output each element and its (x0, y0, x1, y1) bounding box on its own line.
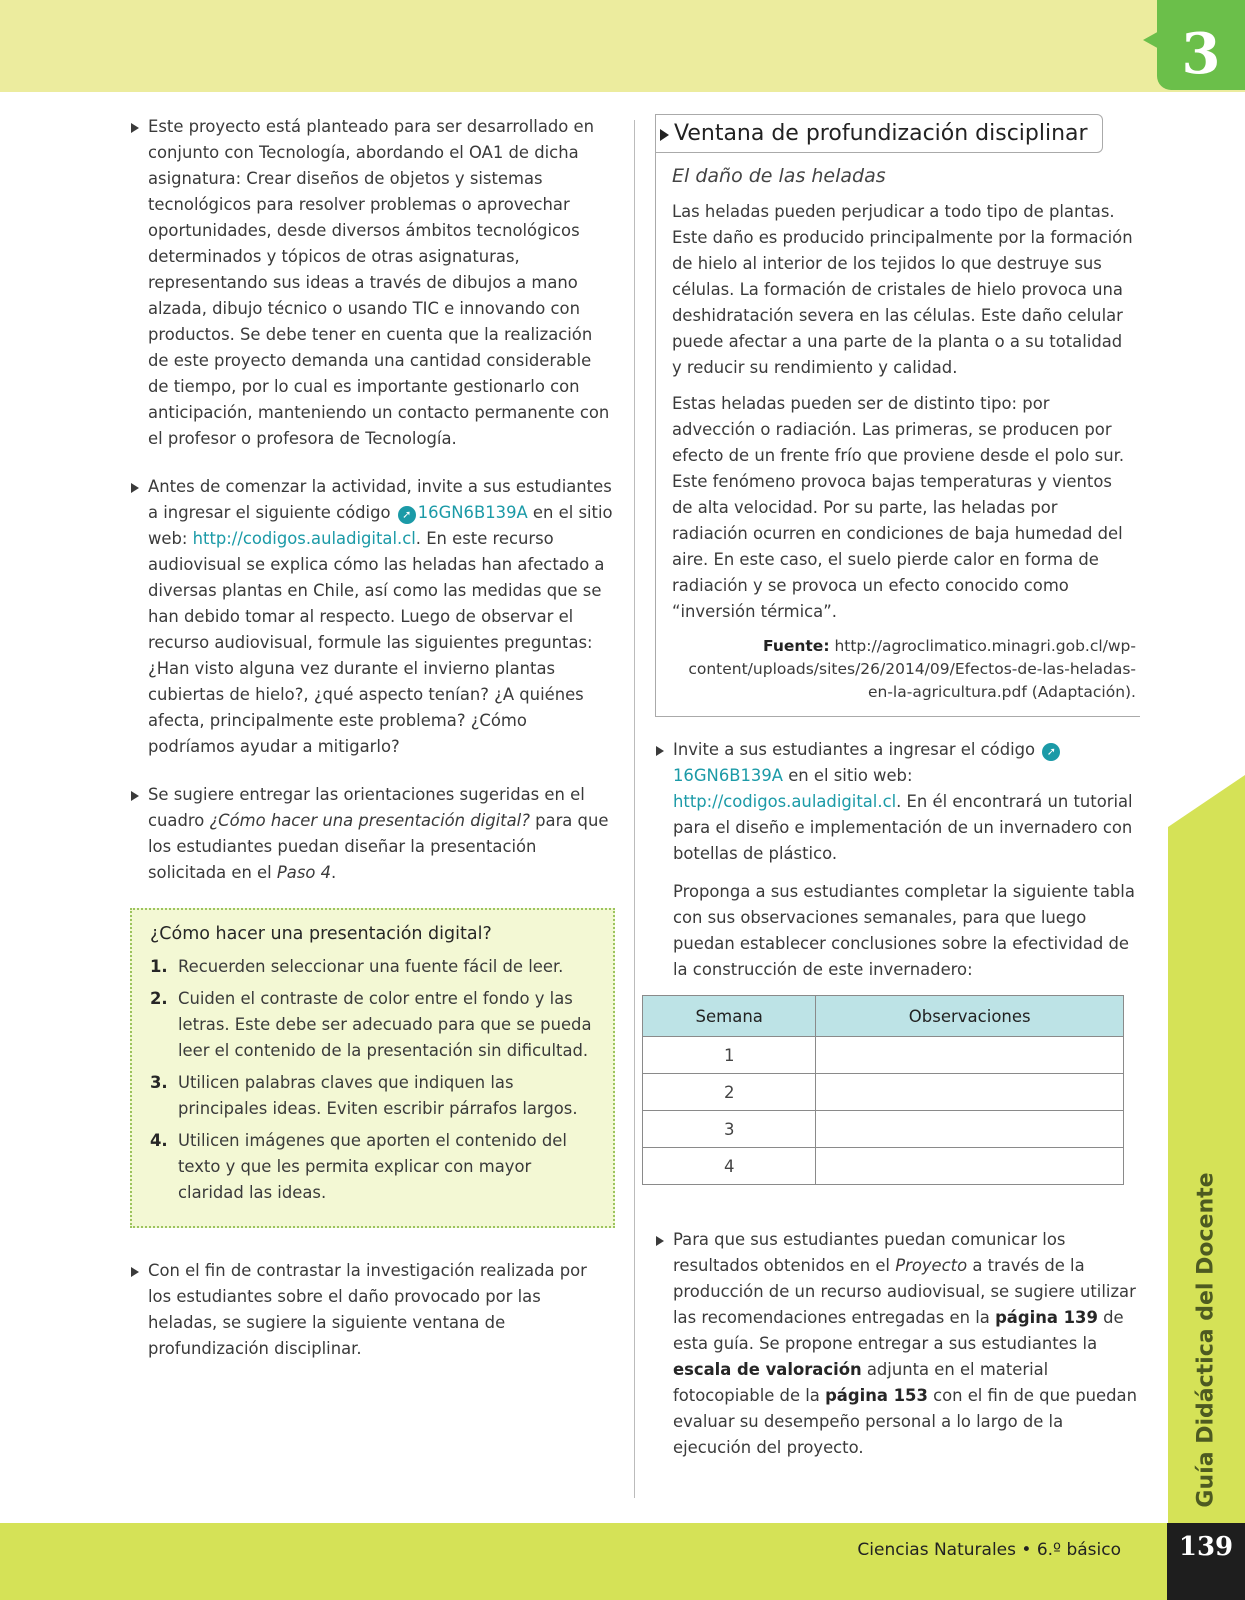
bullet-arrow-icon (131, 791, 139, 801)
item-text: Utilicen palabras claves que indiquen las principales ideas. Eviten escribir párrafos largos. (178, 1073, 578, 1118)
paragraph-text: a través de la producción de un recurso audiovisual, se sugiere utilizar las recomendaciones entregadas en la (673, 1256, 1136, 1327)
source-url: http://agroclimatico.minagri.gob.cl/wp-content/uploads/sites/26/2014/09/Efectos-de-las-heladas-en-la-agricultura.pdf (Adaptación). (688, 637, 1136, 701)
paragraph-text: Proponga a sus estudiantes completar la siguiente tabla con sus observaciones semanales, para que luego puedan establecer conclusiones sobre la efectividad de la construcción de este invernadero: (673, 882, 1135, 979)
bold-text: página 139 (995, 1308, 1098, 1327)
item-text: Cuiden el contraste de color entre el fondo y las letras. Este debe ser adecuado para que se pueda leer el contenido de la presentación sin dificultad. (178, 989, 592, 1060)
paragraph-text: Con el fin de contrastar la investigación realizada por los estudiantes sobre el daño provocado por las heladas, se sugiere la siguiente ventana de profundización disciplinar. (148, 1261, 587, 1358)
table-cell: 2 (643, 1074, 816, 1111)
footer-subject: Ciencias Naturales • 6.º básico (857, 1540, 1121, 1560)
emphasis-text: Paso 4 (276, 863, 332, 882)
list-item (150, 986, 597, 1064)
box-title: ¿Cómo hacer una presentación digital? (150, 924, 492, 944)
deepening-paragraph: Las heladas pueden perjudicar a todo tipo de plantas. Este daño es producido principalmente por la formación de hielo al interior de los tejidos lo que destruye sus células. La formación de cristales de hielo provoca una deshidratación severa en las células. Este daño celular puede afectar a una parte de la planta o a su totalidad y reducir su rendimiento y calidad. (672, 202, 1133, 377)
weekly-observations-table (642, 995, 1124, 1185)
bullet-paragraph (130, 114, 615, 452)
deepening-window-box (655, 114, 1140, 717)
website-link[interactable]: http://codigos.auladigital.cl (673, 792, 897, 811)
paragraph-text: con el fin de que puedan evaluar su desempeño personal a lo largo de la ejecución del proyecto. (673, 1386, 1137, 1457)
rocket-icon: ➚ (1042, 743, 1060, 761)
resource-code[interactable]: 16GN6B139A (417, 503, 528, 522)
tips-list (150, 954, 597, 1206)
bullet-paragraph (655, 737, 1140, 867)
item-number: 3. (150, 1073, 168, 1092)
table-row (643, 1111, 1124, 1148)
bullet-arrow-icon (131, 483, 139, 493)
bullet-paragraph (130, 474, 615, 760)
paragraph-text: de esta guía. Se propone entregar a sus estudiantes la (673, 1308, 1124, 1353)
paragraph-text: adjunta en el material fotocopiable de la (673, 1360, 1049, 1405)
rocket-icon: ➚ (398, 506, 416, 524)
bullet-arrow-icon (131, 123, 139, 133)
table-row (643, 1148, 1124, 1185)
deepening-subtitle: El daño de las heladas (672, 165, 886, 187)
paragraph-text: . (331, 863, 337, 882)
paragraph-text: Para que sus estudiantes puedan comunicar los resultados obtenidos en el (673, 1230, 1066, 1275)
paragraph-text: en el sitio web: (783, 766, 913, 785)
left-column (130, 114, 615, 1384)
emphasis-text: Proyecto (895, 1256, 968, 1275)
table-cell: 4 (643, 1148, 816, 1185)
bullet-paragraph (130, 1258, 615, 1362)
bullet-arrow-icon (131, 1267, 139, 1277)
list-item (150, 1128, 597, 1206)
header-arrow-icon (660, 129, 669, 141)
item-number: 4. (150, 1131, 168, 1150)
item-number: 1. (150, 957, 168, 976)
source-citation (672, 635, 1140, 704)
title-text: Ventana de profundización disciplinar (674, 121, 1088, 146)
chapter-number: 3 (1157, 0, 1245, 90)
item-text: Recuerden seleccionar una fuente fácil de leer. (178, 957, 564, 976)
bold-text: página 153 (825, 1386, 928, 1405)
table-row (643, 1074, 1124, 1111)
column-divider (634, 120, 635, 1498)
paragraph-text: . En este recurso audiovisual se explica cómo las heladas han afectado a diversas plantas en Chile, así como las medidas que se han debido tomar al respecto. Luego de observar el recurso audiovisual, formule las siguientes preguntas: ¿Han visto alguna vez durante el invierno plantas cubiertas de hielo?, ¿qué aspecto tenían? ¿A quiénes afecta, principalmente este problema? ¿Cómo podríamos ayudar a mitigarlo? (148, 529, 605, 756)
source-label: Fuente: (763, 637, 830, 655)
table-header-row (643, 996, 1124, 1037)
table-cell (816, 1037, 1124, 1074)
right-column (655, 114, 1140, 1483)
list-item (150, 1070, 597, 1122)
bullet-paragraph (655, 1227, 1140, 1461)
table-header-cell: Observaciones (816, 996, 1124, 1037)
table-cell (816, 1111, 1124, 1148)
table-cell: 3 (643, 1111, 816, 1148)
emphasis-text: ¿Cómo hacer una presentación digital? (209, 811, 530, 830)
paragraph-text: en el sitio web: (148, 503, 613, 548)
page-number: 139 (1167, 1523, 1245, 1600)
bold-text: escala de valoración (673, 1360, 862, 1379)
table-cell (816, 1148, 1124, 1185)
item-number: 2. (150, 989, 168, 1008)
list-item (150, 954, 597, 980)
paragraph-text: para que los estudiantes puedan diseñar la presentación solicitada en el (148, 811, 609, 882)
table-header-cell: Semana (643, 996, 816, 1037)
top-band (0, 0, 1245, 92)
bullet-paragraph (130, 782, 615, 886)
bullet-arrow-icon (656, 746, 664, 756)
paragraph-text: Antes de comenzar la actividad, invite a sus estudiantes a ingresar el siguiente código (148, 477, 612, 522)
paragraph-text: Invite a sus estudiantes a ingresar el código (673, 740, 1041, 759)
table-row (643, 1037, 1124, 1074)
side-strip-wedge (1168, 775, 1245, 827)
paragraph-text: . En él encontrará un tutorial para el diseño e implementación de un invernadero con botellas de plástico. (673, 792, 1133, 863)
paragraph-text: Este proyecto está planteado para ser desarrollado en conjunto con Tecnología, abordando el OA1 de dicha asignatura: Crear diseños de objetos y sistemas tecnológicos para resolver problemas o aprovechar oportunidades, desde diversos ámbitos tecnológicos determinados y tópicos de otras asignaturas, representando sus ideas a través de dibujos a mano alzada, dibujo técnico o usando TIC e innovando con productos. Se debe tener en cuenta que la realización de este proyecto demanda una cantidad considerable de tiempo, por lo cual es importante gestionarlo con anticipación, manteniendo un contacto permanente con el profesor o profesora de Tecnología. (148, 117, 610, 448)
side-label: Guía Didáctica del Docente (1193, 1172, 1219, 1508)
website-link[interactable]: http://codigos.auladigital.cl (192, 529, 416, 548)
deepening-window-title (656, 114, 1103, 153)
deepening-paragraph: Estas heladas pueden ser de distinto tipo: por advección o radiación. Las primeras, se producen por efecto de un frente frío que proviene desde el polo sur. Este fenómeno provoca bajas temperaturas y vientos de alta velocidad. Por su parte, las heladas por radiación ocurren en condiciones de baja humedad del aire. En este caso, el suelo pierde calor en forma de radiación y se provoca un efecto conocido como “inversión térmica”. (672, 394, 1125, 621)
resource-code[interactable]: 16GN6B139A (673, 766, 783, 785)
item-text: Utilicen imágenes que aporten el contenido del texto y que les permita explicar con mayor claridad las ideas. (178, 1131, 567, 1202)
presentation-tips-box (130, 908, 615, 1228)
bullet-arrow-icon (656, 1236, 664, 1246)
table-cell: 1 (643, 1037, 816, 1074)
paragraph-text: Se sugiere entregar las orientaciones sugeridas en el cuadro (148, 785, 585, 830)
table-cell (816, 1074, 1124, 1111)
